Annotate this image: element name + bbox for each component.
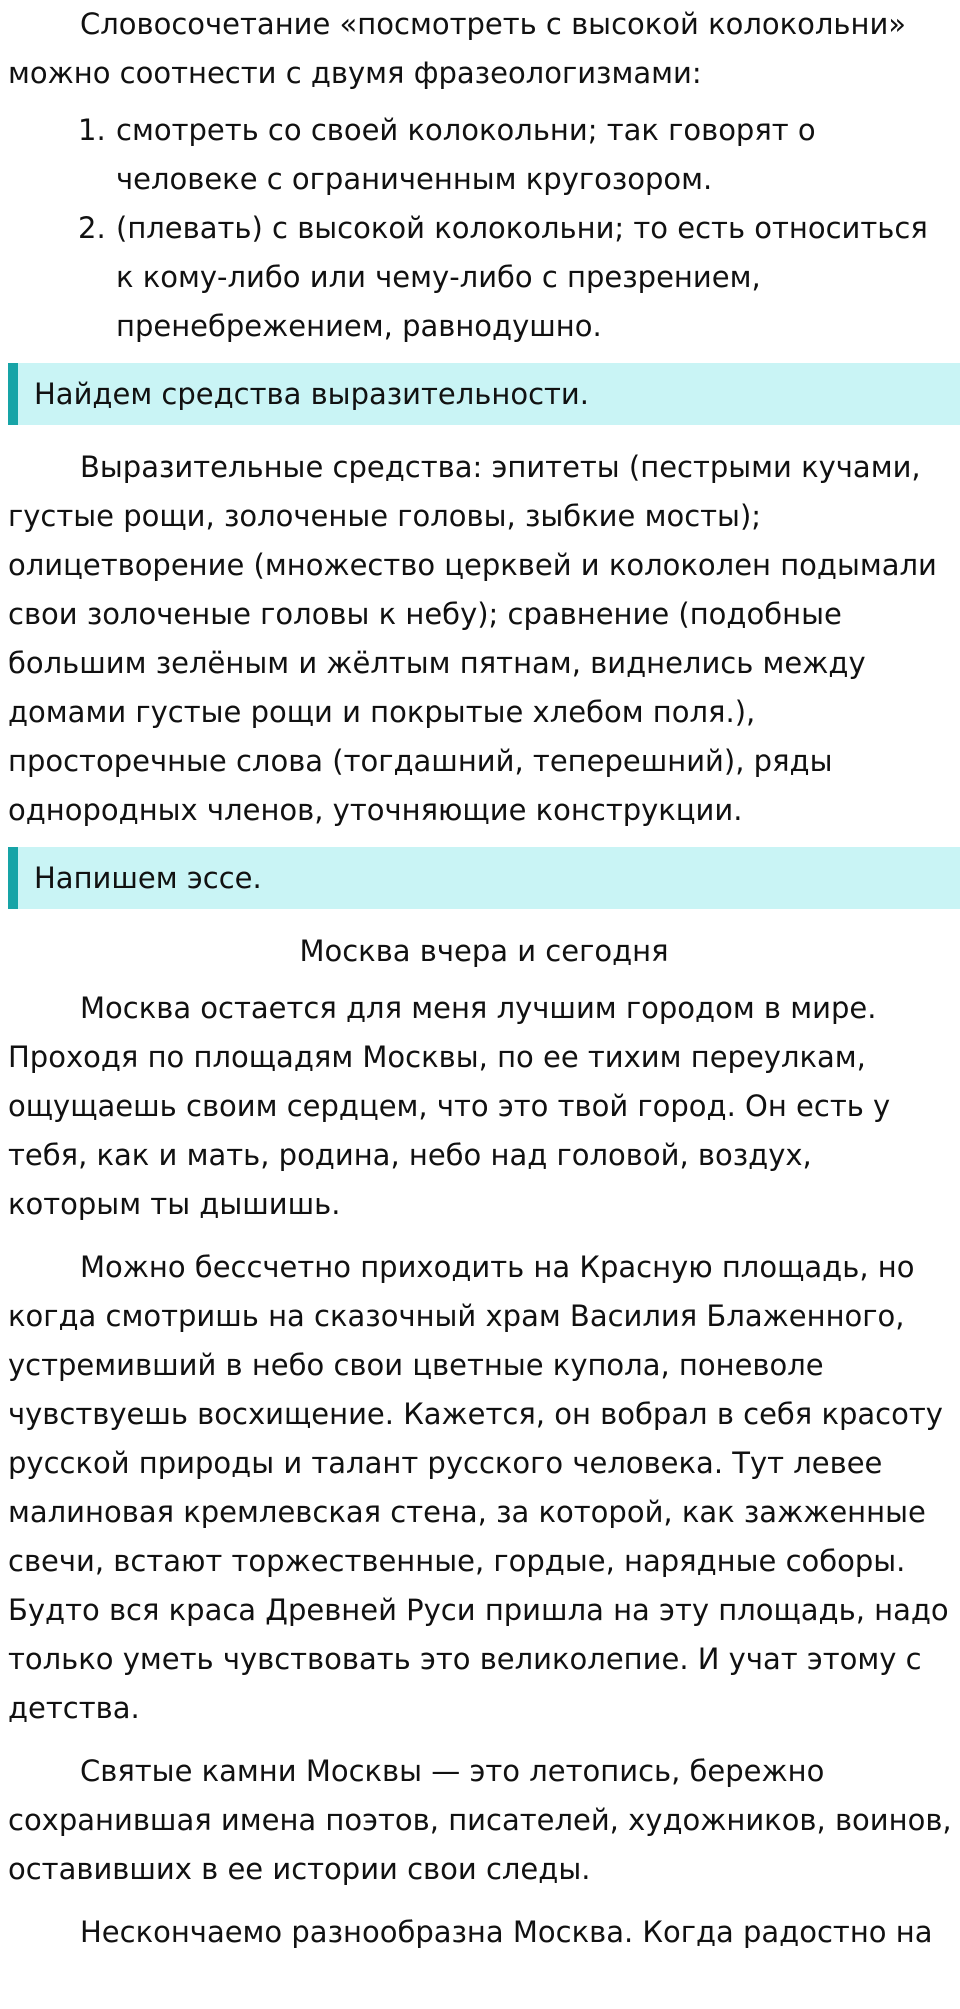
section-callout-expressive-means: Найдем средства выразительности. <box>8 363 960 425</box>
section-callout-essay: Напишем эссе. <box>8 847 960 909</box>
expressive-means-paragraph: Выразительные средства: эпитеты (пестрыми кучами, густые рощи, золоченые головы, зыбкие мосты); олицетворение (множество церквей и колоколен подымали свои золоченые головы к небу); сравнение (подобные большим зелёным и жёлтым пятнам, виднелись между домами густые рощи и покрытые хлебом поля.), просторечные слова (тогдашний, теперешний), ряды однородных членов, уточняющие конструкции. <box>8 450 937 827</box>
idiom-list <box>8 106 960 351</box>
essay-paragraph: Можно бессчетно приходить на Красную площадь, но когда смотришь на сказочный храм Василия Блаженного, устремивший в небо свои цветные купола, поневоле чувствуешь восхищение. Кажется, он вобрал в себя красоту русской природы и талант русского человека. Тут левее малиновая кремлевская стена, за которой, как зажженные свечи, встают торжественные, гордые, нарядные соборы. Будто вся краса Древней Руси пришла на эту площадь, надо только уметь чувствовать это великолепие. И учат этому с детства. <box>8 1250 949 1725</box>
list-item-number: 1. <box>78 113 106 147</box>
essay-title: Москва вчера и сегодня <box>299 934 669 968</box>
essay-paragraph: Святые камни Москвы — это летопись, бережно сохранившая имена поэтов, писателей, художников, воинов, оставивших в ее истории свои следы. <box>8 1754 952 1886</box>
list-item-text: (плевать) с высокой колокольни; то есть относиться к кому-либо или чему-либо с презрением, пренебрежением, равнодушно. <box>116 211 928 343</box>
essay-paragraph: Москва остается для меня лучшим городом в мире. Проходя по площадям Москвы, по ее тихим переулкам, ощущаешь своим сердцем, что это твой город. Он есть у тебя, как и мать, родина, небо над головой, воздух, которым ты дышишь. <box>8 991 891 1221</box>
list-item <box>8 204 960 351</box>
list-item <box>8 106 960 204</box>
list-item-number: 2. <box>78 211 106 245</box>
intro-paragraph: Словосочетание «посмотреть с высокой колокольни» можно соотнести с двумя фразеологизмами: <box>8 7 907 90</box>
list-item-text: смотреть со своей колокольни; так говорят о человеке с ограниченным кругозором. <box>116 113 816 196</box>
essay-paragraph: Нескончаемо разнообразна Москва. Когда радостно на <box>80 1915 933 1949</box>
